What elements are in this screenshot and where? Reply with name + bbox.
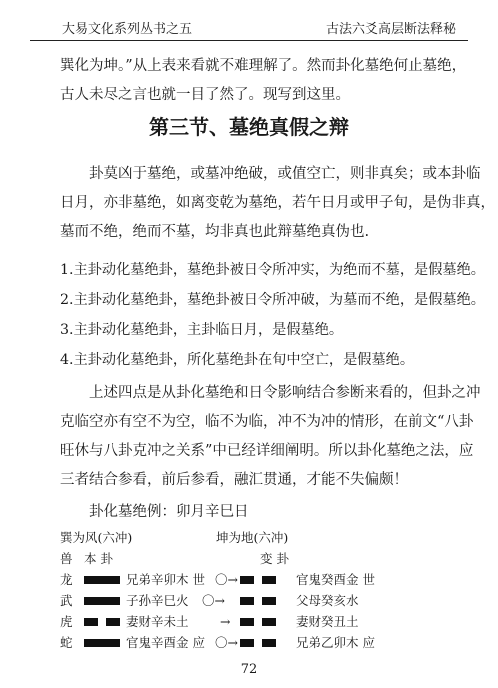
list-item: 2.主卦动化墓绝卦，墓绝卦被日令所冲破，为墓而不绝，是假墓绝。 xyxy=(60,292,485,308)
original-line-text: 子孙辛巳火 xyxy=(126,593,189,608)
running-header xyxy=(30,14,468,41)
yin-line-icon xyxy=(84,618,120,626)
list-item: 3.主卦动化墓绝卦，主卦临日月，是假墓绝。 xyxy=(60,322,344,338)
original-line-text: 妻财辛未土 xyxy=(126,614,189,629)
section-title: 第三节、墓绝真假之辩 xyxy=(149,115,349,139)
text-line: 旺休与八卦克冲之关系”中已经详细阐明。所以卦化墓绝之法，应 xyxy=(60,443,474,459)
book-title: 古法六爻高层断法释秘 xyxy=(325,22,456,37)
text-line: 古人未尽之言也就一目了然了。现写到这里。 xyxy=(60,87,350,103)
spirit-label: 虎 xyxy=(60,614,73,629)
paragraph-2 xyxy=(60,379,481,495)
paragraph-1 xyxy=(60,160,495,247)
hexagram-names-row xyxy=(60,528,480,548)
page-number: 72 xyxy=(240,662,258,677)
example-title: 卦化墓绝例：卯月辛巳日 xyxy=(89,504,249,520)
yang-line-icon xyxy=(84,597,120,605)
original-line-text: 兄弟辛卯木 世 xyxy=(126,572,205,587)
yin-line-icon xyxy=(240,597,276,605)
hexagram-line-row xyxy=(60,570,480,590)
column-header-original: 本 卦 xyxy=(84,551,113,566)
text-line: 日月，亦非墓绝，如离变乾为墓绝，若午日月或甲子旬，是伪非真， xyxy=(60,195,495,211)
original-line-text: 官鬼辛酉金 应 xyxy=(126,635,205,650)
text-line: 卦莫凶于墓绝，或墓冲绝破，或值空亡，则非真矣；或本卦临 xyxy=(89,166,481,182)
changed-line-text: 兄弟乙卯木 应 xyxy=(296,635,375,650)
list-item: 1.主卦动化墓绝卦，墓绝卦被日令所冲实，为绝而不墓，是假墓绝。 xyxy=(60,262,485,278)
original-hexagram-name: 巽为风(六冲) xyxy=(60,530,133,545)
spirit-label: 蛇 xyxy=(60,635,73,650)
spirit-label: 武 xyxy=(60,593,73,608)
yin-line-icon xyxy=(240,576,276,584)
text-line: 三者结合参看，前后参看，融汇贯通，才能不失偏颇！ xyxy=(60,472,408,488)
hexagram-line-row xyxy=(60,612,480,632)
column-header-changed: 变 卦 xyxy=(260,551,289,566)
column-header-row xyxy=(60,549,480,569)
text-line: 上述四点是从卦化墓绝和日令影响结合参断来看的，但卦之冲 xyxy=(89,385,481,401)
false-tomb-rules-list xyxy=(60,255,485,375)
hexagram-line-row xyxy=(60,633,480,653)
changed-line-text: 官鬼癸酉金 世 xyxy=(296,572,375,587)
text-line: 巽化为坤。”从上表来看就不难理解了。然而卦化墓绝何止墓绝， xyxy=(60,58,467,74)
moving-mark: 〇→ xyxy=(202,593,225,608)
moving-mark: 〇→ xyxy=(215,635,238,650)
column-header-god: 兽 xyxy=(60,551,73,566)
yang-line-icon xyxy=(84,639,120,647)
spirit-label: 龙 xyxy=(60,572,73,587)
yang-line-icon xyxy=(84,576,120,584)
list-item: 4.主卦动化墓绝卦，所化墓绝卦在旬中空亡，是假墓绝。 xyxy=(60,352,415,368)
yin-line-icon xyxy=(240,618,276,626)
intro-paragraph xyxy=(60,52,468,110)
text-line: 墓而不绝，绝而不墓，均非真也此辩墓绝真伪也. xyxy=(60,224,370,240)
changed-hexagram-name: 坤为地(六冲) xyxy=(216,530,289,545)
hexagram-line-row xyxy=(60,591,480,611)
changed-line-text: 妻财癸丑土 xyxy=(296,614,359,629)
changed-line-text: 父母癸亥水 xyxy=(296,593,359,608)
yin-line-icon xyxy=(240,639,276,647)
series-title: 大易文化系列丛书之五 xyxy=(62,22,193,37)
text-line: 克临空亦有空不为空，临不为临，冲不为冲的情形，在前文“八卦 xyxy=(60,414,474,430)
moving-mark: 〇→ xyxy=(215,572,238,587)
moving-mark: → xyxy=(220,614,231,629)
